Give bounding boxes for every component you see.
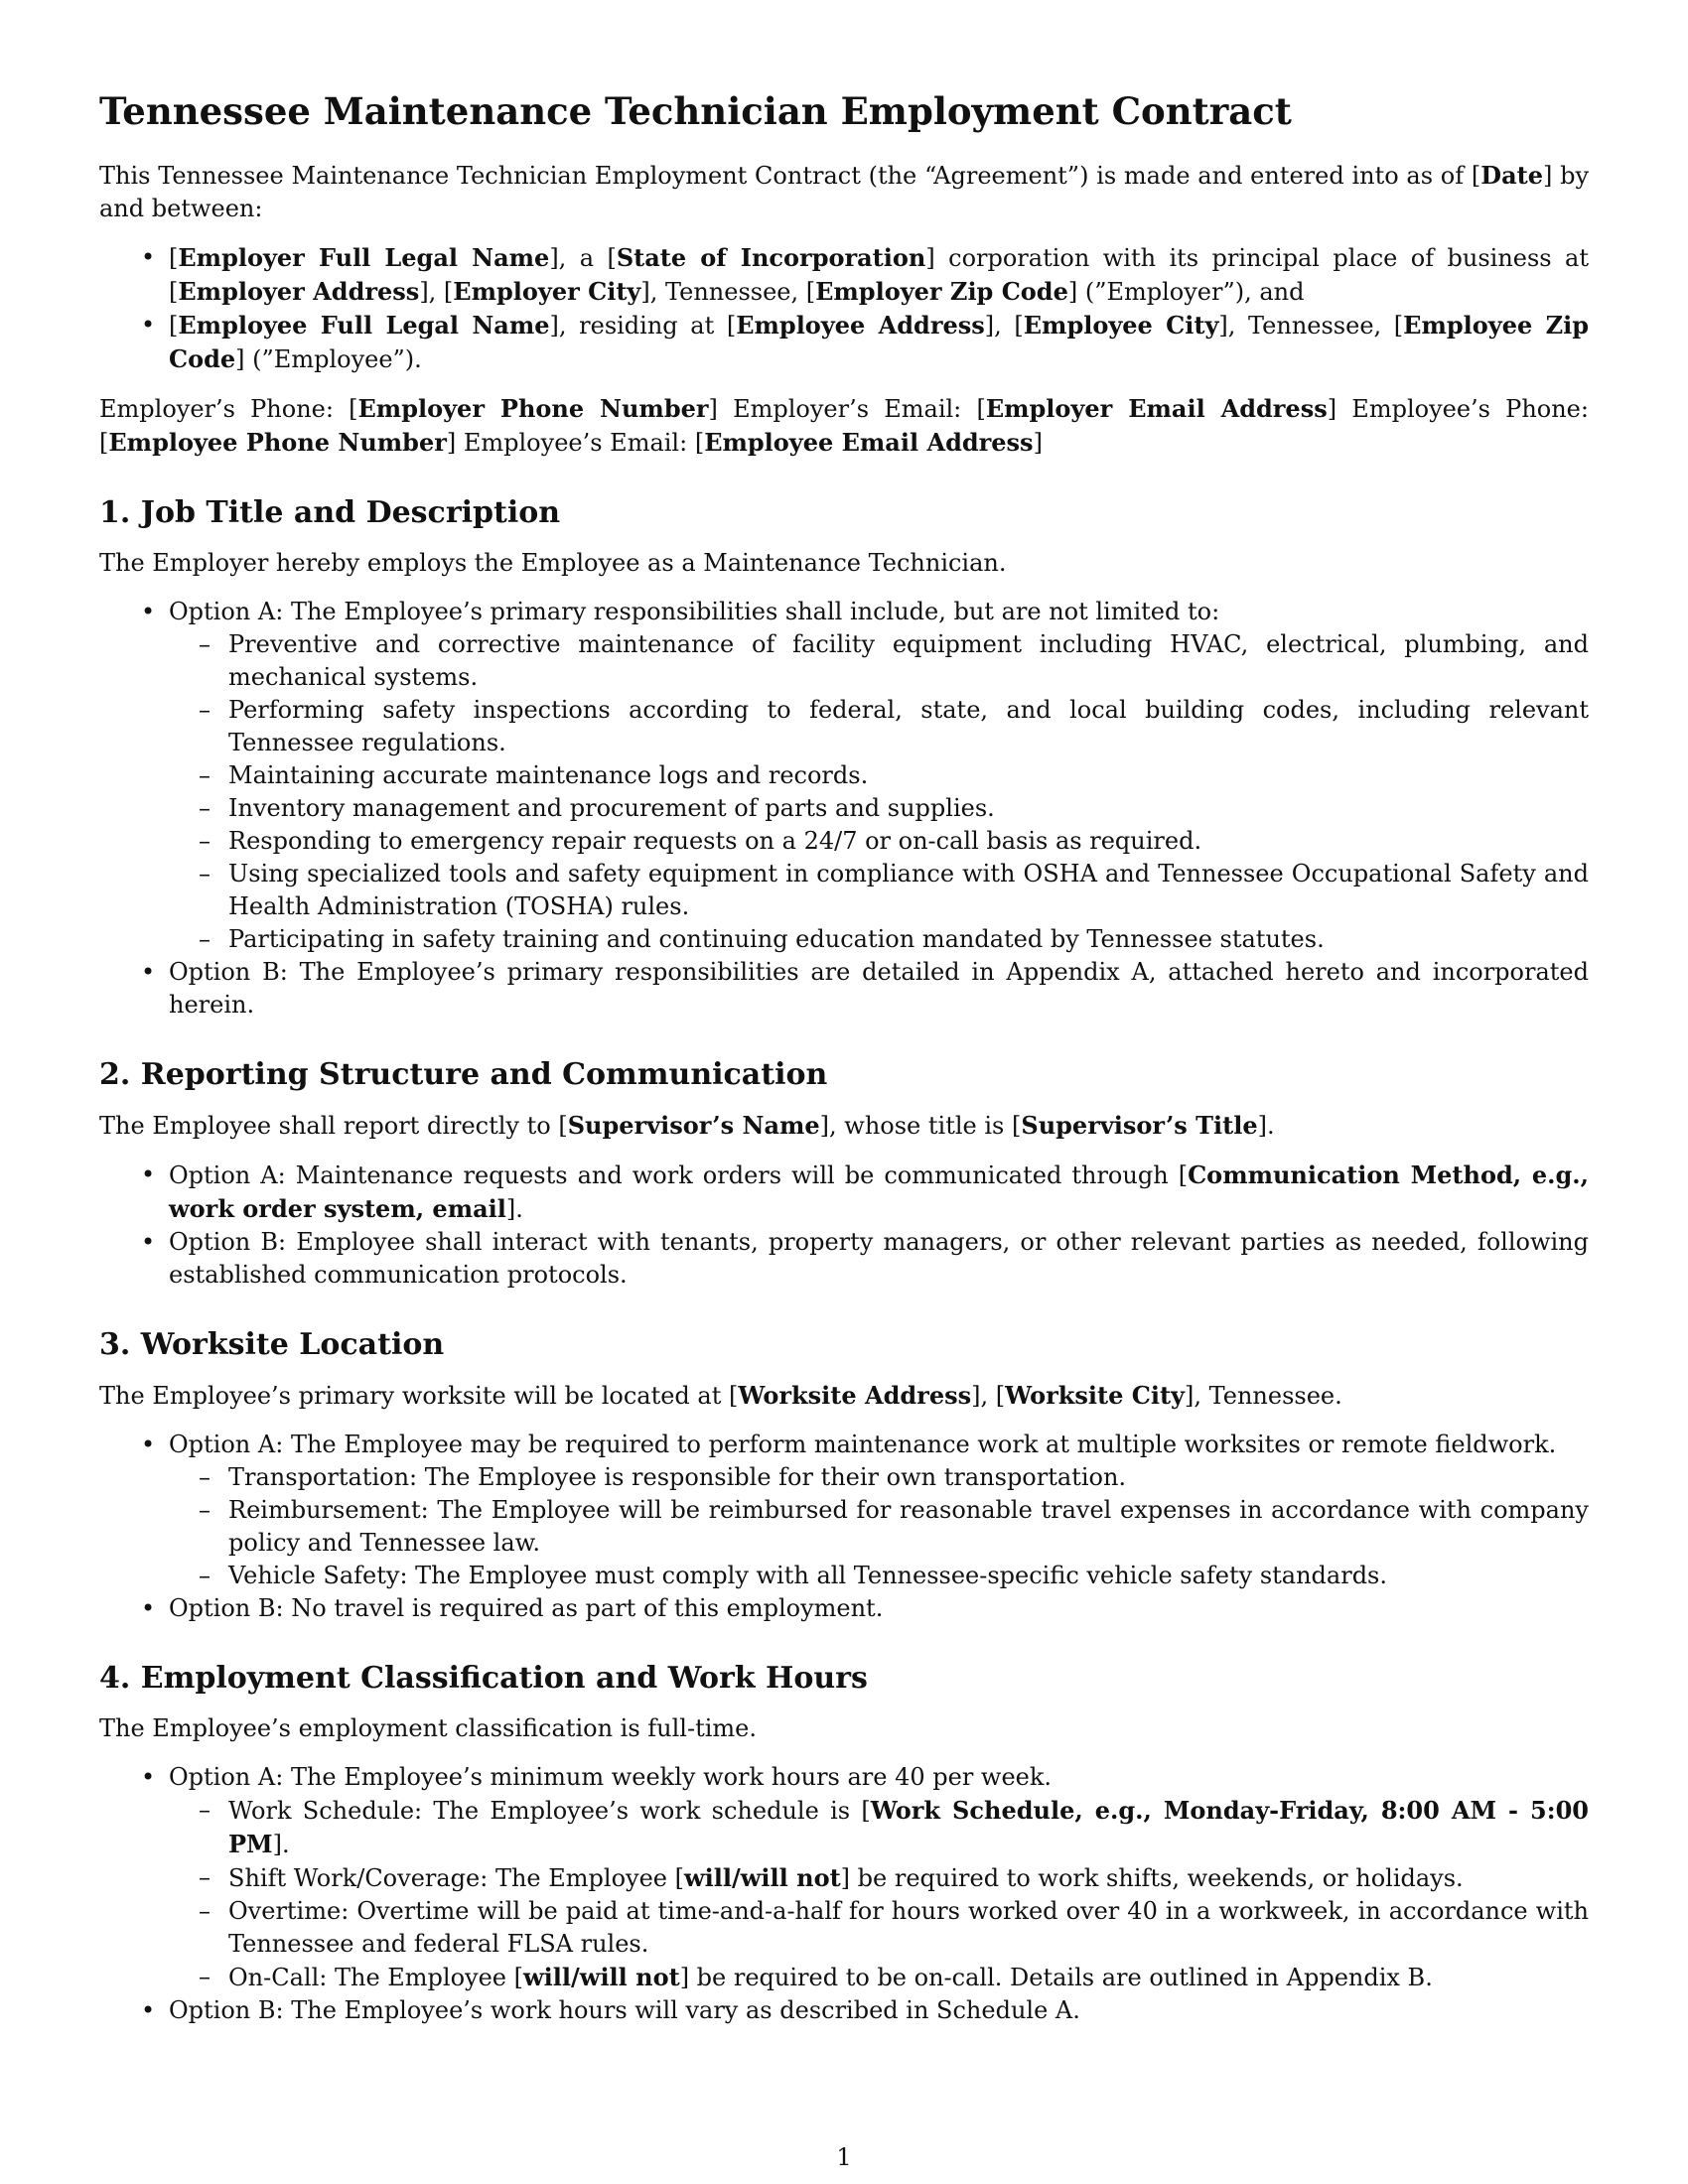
list-item: – Participating in safety training and continuing education mandated by Tennessee statutes.: [228, 923, 1589, 956]
section-text: ], whose title is [: [819, 1112, 1022, 1140]
communication-method-placeholder: Communication Method, e.g., work order system, email: [169, 1160, 1589, 1223]
intro-text: ] by and between:: [99, 162, 1589, 222]
contact-label: ] Employer’s Email: [: [708, 395, 986, 423]
supervisor-title-placeholder: Supervisor’s Title: [1021, 1111, 1258, 1140]
contact-paragraph: [99, 392, 1589, 460]
item-text: Shift Work/Coverage: The Employee [: [228, 1864, 684, 1892]
party-text: ], a [: [549, 244, 617, 272]
responsibilities-list: [169, 628, 1589, 956]
work-schedule-item: [228, 1794, 1589, 1861]
work-schedule-placeholder: Work Schedule, e.g., Monday-Friday, 8:00 AM - 5:00 PM: [228, 1796, 1589, 1858]
party-text: ], [: [984, 312, 1024, 340]
section-1-options: [99, 596, 1589, 1022]
section-3-heading: 3. Worksite Location: [99, 1327, 445, 1362]
section-2-intro: [99, 1109, 1589, 1143]
employee-email-placeholder: Employee Email Address: [704, 428, 1034, 457]
section-text: ].: [1257, 1112, 1275, 1140]
option-text: Option A: Maintenance requests and work orders will be communicated through [: [169, 1161, 1189, 1189]
shift-choice-placeholder: will/will not: [683, 1863, 841, 1892]
document-page: [99, 89, 1589, 2043]
party-text: ] (”Employer”), and: [1067, 278, 1305, 306]
worksite-address-placeholder: Worksite Address: [738, 1381, 972, 1410]
party-text: ], Tennessee, [: [640, 278, 816, 306]
section-text: ], Tennessee.: [1184, 1382, 1342, 1410]
employer-party: [169, 241, 1589, 309]
option-text: Option A: The Employee may be required to perform maintenance work at multiple worksites or remote fieldwork.: [169, 1431, 1557, 1458]
employer-email-placeholder: Employer Email Address: [985, 394, 1328, 423]
section-1-heading: 1. Job Title and Description: [99, 495, 561, 530]
section-4-option-a: [169, 1761, 1589, 1994]
list-item: – Using specialized tools and safety equipment in compliance with OSHA and Tennessee Occupational Safety and Health Administration (TOSHA) rules.: [228, 858, 1589, 923]
employee-city-placeholder: Employee City: [1023, 311, 1219, 340]
employer-zip-placeholder: Employer Zip Code: [815, 277, 1068, 306]
option-text: Option A: The Employee’s primary responsibilities shall include, but are not limited to:: [169, 598, 1220, 625]
list-item: – Maintaining accurate maintenance logs and records.: [228, 759, 1589, 792]
party-text: ] (”Employee”).: [235, 345, 422, 373]
party-text: ], Tennessee, [: [1218, 312, 1404, 340]
section-2-option-b: • Option B: Employee shall interact with tenants, property managers, or other relevant parties as needed, following established communication protocols.: [169, 1226, 1589, 1292]
employee-phone-placeholder: Employee Phone Number: [108, 428, 447, 457]
intro-paragraph: [99, 159, 1589, 225]
employee-party: [169, 309, 1589, 376]
list-item: – Vehicle Safety: The Employee must comply with all Tennessee-specific vehicle safety standards.: [228, 1560, 1589, 1592]
party-text: ], [: [419, 278, 454, 306]
intro-text: This Tennessee Maintenance Technician Employment Contract (the “Agreement”) is made and entered into as of [: [99, 162, 1481, 190]
employer-address-placeholder: Employer Address: [178, 277, 420, 306]
option-text: ].: [505, 1195, 523, 1223]
state-placeholder: State of Incorporation: [616, 243, 926, 272]
supervisor-name-placeholder: Supervisor’s Name: [567, 1111, 820, 1140]
item-text: Work Schedule: The Employee’s work schedule is [: [228, 1797, 871, 1825]
travel-list: [169, 1461, 1589, 1592]
overtime-item: – Overtime: Overtime will be paid at time-and-a-half for hours worked over 40 in a workweek, in accordance with Tennessee and federal FLSA rules.: [228, 1895, 1589, 1961]
document-title: Tennessee Maintenance Technician Employment Contract: [99, 89, 1292, 133]
bracket: [: [169, 244, 179, 272]
item-text: ] be required to work shifts, weekends, or holidays.: [840, 1864, 1464, 1892]
contact-label: Employer’s Phone: [: [99, 395, 358, 423]
section-4-intro: The Employee’s employment classification is full-time.: [99, 1714, 757, 1742]
section-3-option-b: • Option B: No travel is required as part of this employment.: [169, 1592, 1589, 1625]
list-item: – Reimbursement: The Employee will be reimbursed for reasonable travel expenses in accordance with company policy and Tennessee law.: [228, 1494, 1589, 1560]
section-text: ], [: [971, 1382, 1006, 1410]
contact-label: ] Employee’s Email: [: [446, 429, 705, 457]
list-item: – Transportation: The Employee is responsible for their own transportation.: [228, 1461, 1589, 1494]
employer-city-placeholder: Employer City: [453, 277, 641, 306]
bracket: [: [169, 312, 179, 340]
employee-zip-placeholder: Employee Zip Code: [169, 311, 1589, 373]
section-1-option-b: • Option B: The Employee’s primary responsibilities are detailed in Appendix A, attached hereto and incorporated herein.: [169, 956, 1589, 1022]
employer-name-placeholder: Employer Full Legal Name: [178, 243, 550, 272]
section-text: The Employee’s primary worksite will be located at [: [99, 1382, 739, 1410]
section-1-option-a: [169, 596, 1589, 956]
work-hours-list: [169, 1794, 1589, 1994]
section-4-option-b: • Option B: The Employee’s work hours will vary as described in Schedule A.: [169, 1994, 1589, 2027]
contact-label: ] Employee’s Phone: [: [99, 395, 1589, 457]
party-text: ] corporation with its principal place of business at [: [169, 244, 1589, 306]
employee-name-placeholder: Employee Full Legal Name: [178, 311, 550, 340]
shift-work-item: [228, 1861, 1589, 1895]
page-number: 1: [836, 2143, 852, 2171]
section-3-options: [99, 1429, 1589, 1625]
worksite-city-placeholder: Worksite City: [1005, 1381, 1185, 1410]
on-call-choice-placeholder: will/will not: [523, 1963, 680, 1991]
employee-address-placeholder: Employee Address: [736, 311, 985, 340]
option-text: Option A: The Employee’s minimum weekly work hours are 40 per week.: [169, 1763, 1053, 1791]
contact-label: ]: [1033, 429, 1043, 457]
section-1-intro: The Employer hereby employs the Employee as a Maintenance Technician.: [99, 549, 1007, 577]
section-3-intro: [99, 1379, 1589, 1413]
section-2-heading: 2. Reporting Structure and Communication: [99, 1057, 828, 1092]
date-placeholder: Date: [1480, 161, 1543, 190]
employer-phone-placeholder: Employer Phone Number: [357, 394, 709, 423]
list-item: – Inventory management and procurement of parts and supplies.: [228, 792, 1589, 825]
section-3-option-a: [169, 1429, 1589, 1592]
list-item: – Responding to emergency repair requests on a 24/7 or on-call basis as required.: [228, 825, 1589, 858]
on-call-item: [228, 1961, 1589, 1994]
item-text: ] be required to be on-call. Details are outlined in Appendix B.: [679, 1964, 1433, 1991]
item-text: On-Call: The Employee [: [228, 1964, 523, 1991]
parties-list: [99, 241, 1589, 376]
section-text: The Employee shall report directly to [: [99, 1112, 568, 1140]
party-text: ], residing at [: [549, 312, 737, 340]
section-2-option-a: [169, 1159, 1589, 1226]
item-text: ].: [272, 1831, 290, 1858]
section-2-options: [99, 1159, 1589, 1292]
section-4-options: [99, 1761, 1589, 2027]
list-item: – Performing safety inspections according to federal, state, and local building codes, including relevant Tennessee regulations.: [228, 694, 1589, 759]
section-4-heading: 4. Employment Classification and Work Hours: [99, 1661, 868, 1696]
list-item: – Preventive and corrective maintenance of facility equipment including HVAC, electrical, plumbing, and mechanical systems.: [228, 628, 1589, 694]
